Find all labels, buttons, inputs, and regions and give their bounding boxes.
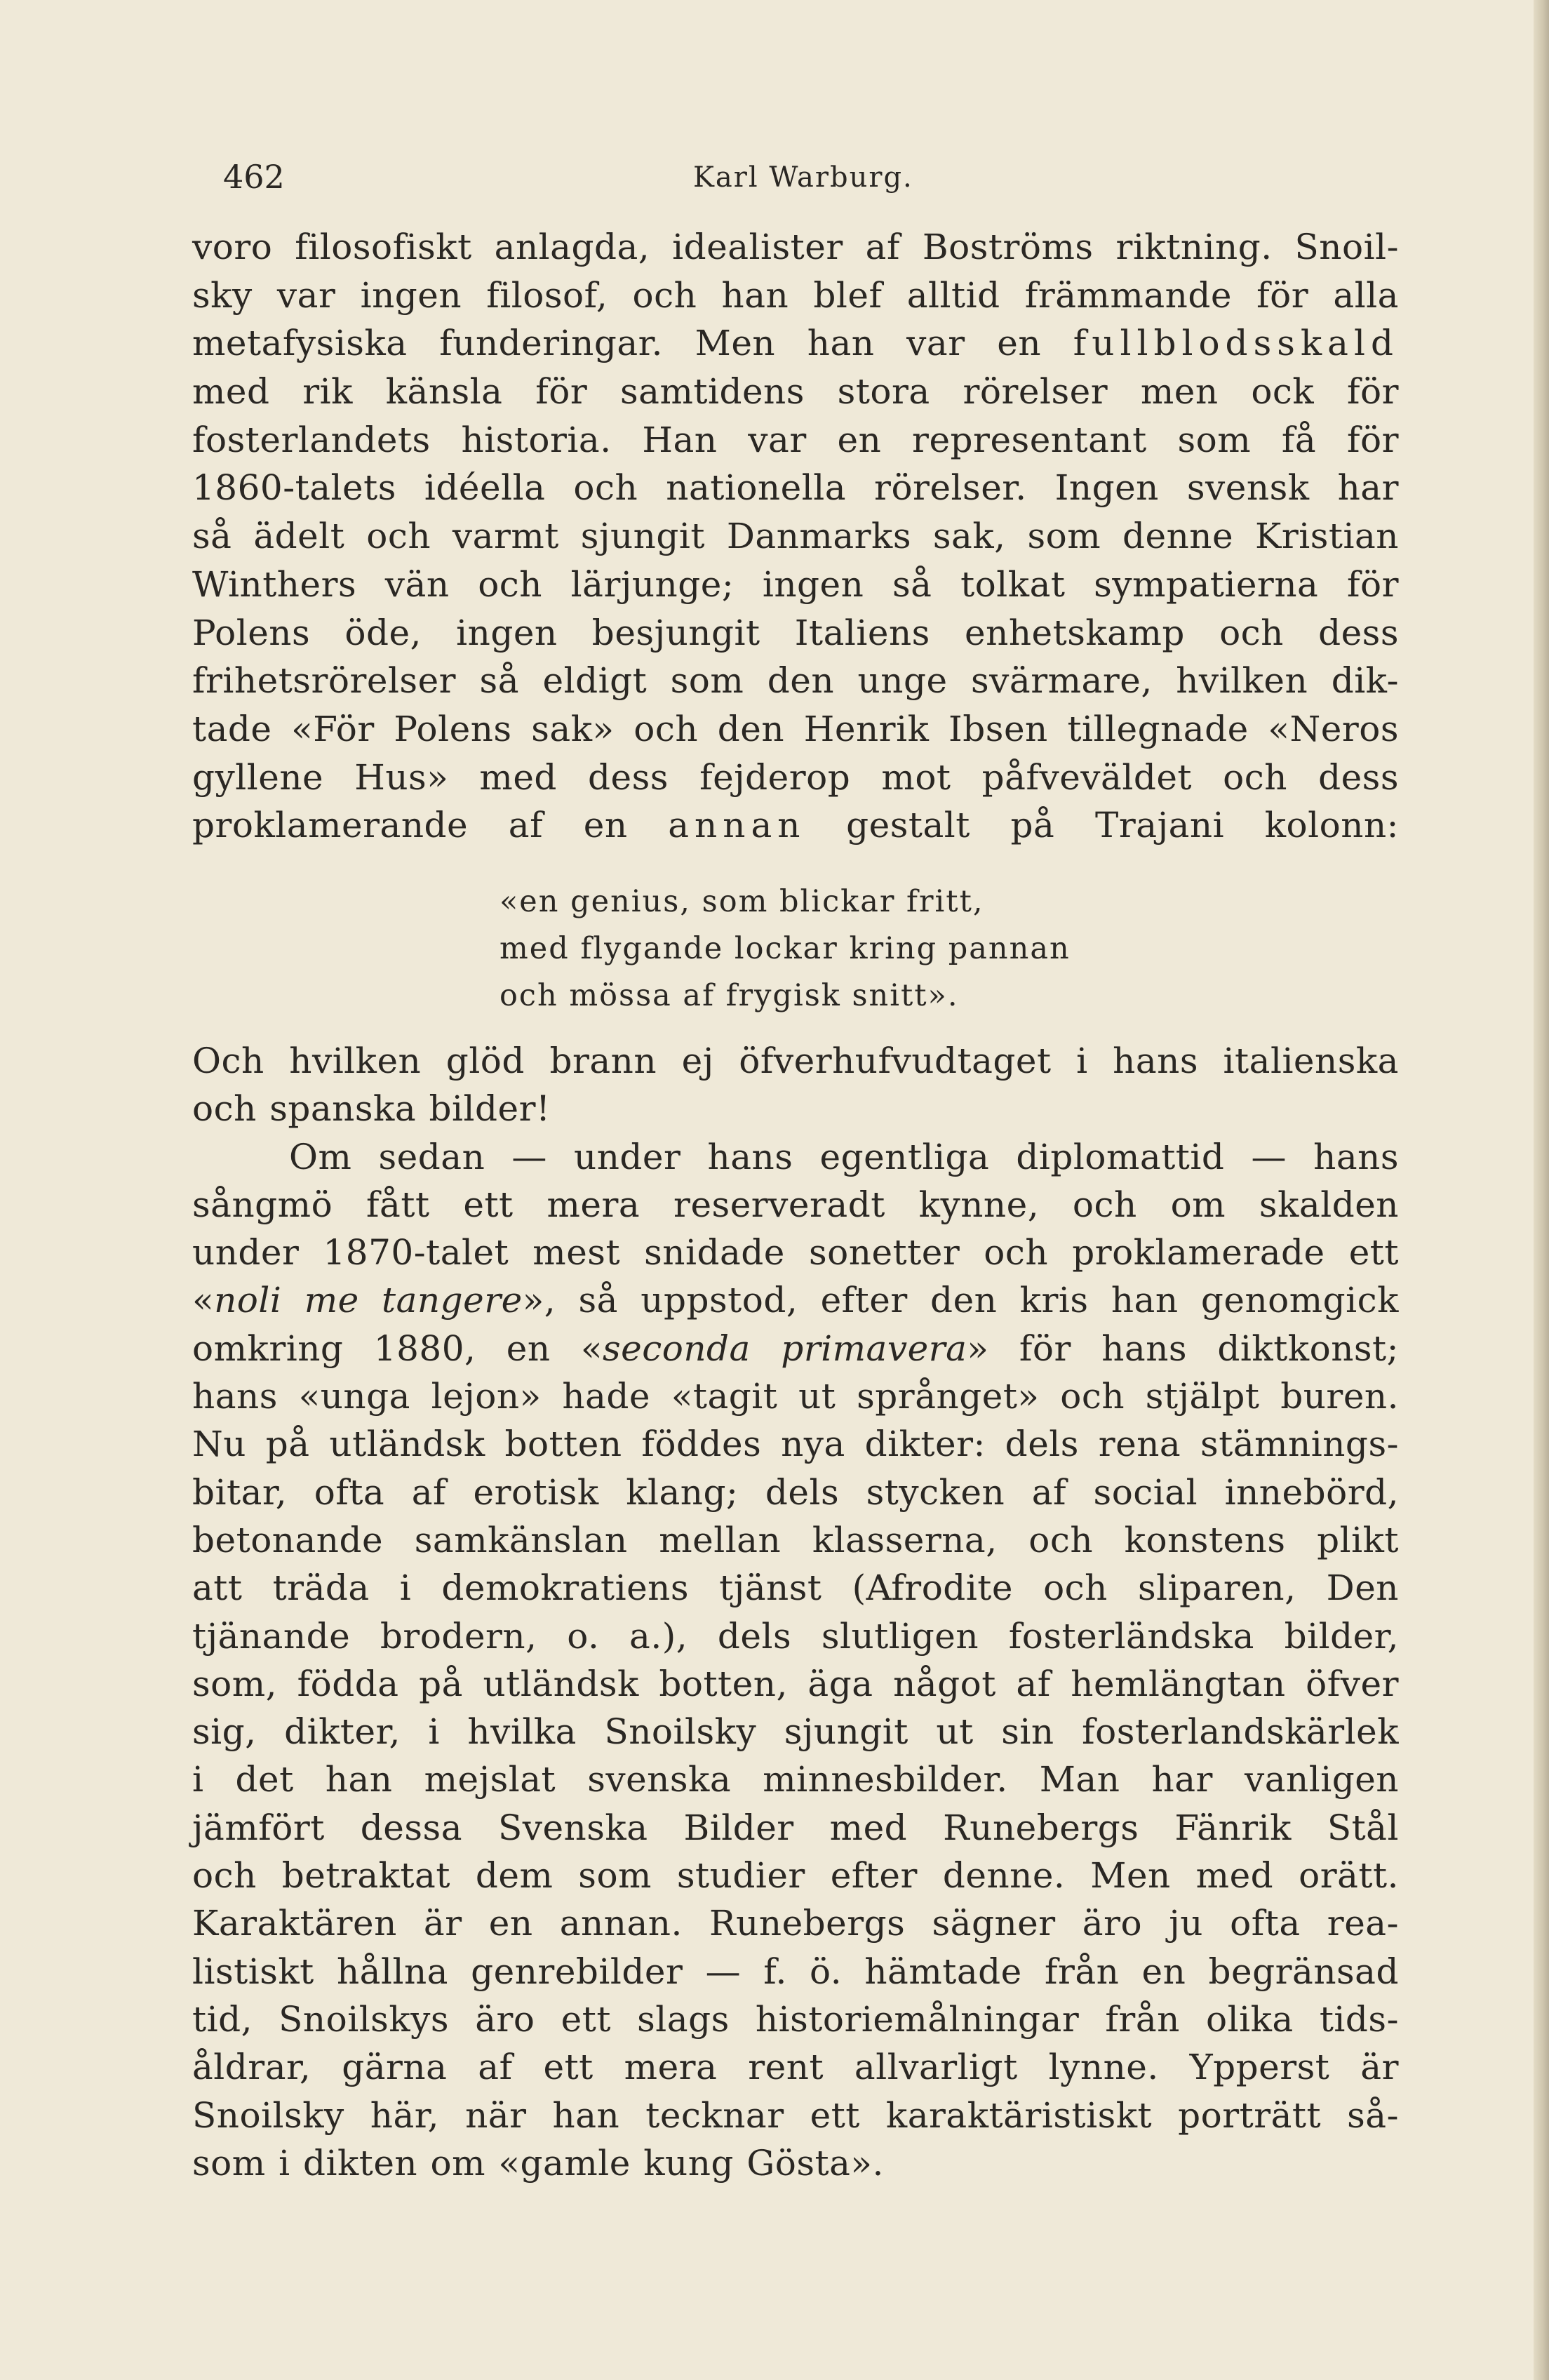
text-line: Winthers vän och lärjunge; ingen så tolkat sympatierna för	[192, 563, 1399, 605]
paragraph-2-3	[192, 1037, 1399, 2187]
text-line: och spanska bilder!	[192, 1088, 551, 1130]
text-line: fosterlandets historia. Han var en representant som få för	[192, 419, 1399, 460]
text-line: sky var ingen filosof, och han blef alltid främmande för alla	[192, 274, 1399, 316]
verse-quote	[499, 878, 1201, 1019]
text-line: Nu på utländsk botten föddes nya dikter: dels rena stämnings-	[192, 1424, 1399, 1465]
text-line: Och hvilken glöd brann ej öfverhufvudtaget i hans italienska	[192, 1041, 1399, 1081]
verse-line: och mössa af frygisk snitt».	[499, 978, 959, 1013]
spaced-word: annan	[668, 805, 806, 846]
text-line: i det han mejslat svenska minnesbilder. Man har vanligen	[192, 1759, 1399, 1800]
running-head: Karl Warburg.	[693, 161, 913, 194]
text-line: jämfört dessa Svenska Bilder med Runebergs Fänrik Stål	[192, 1807, 1399, 1848]
text-line: sångmö fått ett mera reserveradt kynne, och om skalden	[192, 1184, 1399, 1225]
text-span: », så uppstod, efter den kris han genomgick	[522, 1280, 1399, 1321]
text-line	[192, 801, 1399, 850]
text-span: » för hans diktkonst;	[967, 1328, 1399, 1369]
text-line: tjänande brodern, o. a.), dels slutligen fosterländska bilder,	[192, 1615, 1399, 1657]
text-line: bitar, ofta af erotisk klang; dels stycken af social innebörd,	[192, 1471, 1399, 1513]
text-line: så ädelt och varmt sjungit Danmarks sak, som denne Kristian	[192, 516, 1399, 557]
text-line: hans «unga lejon» hade «tagit ut språnget» och stjälpt buren.	[192, 1376, 1399, 1417]
text-line: som i dikten om «gamle kung Gösta».	[192, 2142, 884, 2184]
text-line: åldrar, gärna af ett mera rent allvarligt lynne. Ypperst är	[192, 2047, 1399, 2088]
page-number: 462	[223, 158, 285, 196]
text-line	[192, 1276, 1399, 1324]
text-line: att träda i demokratiens tjänst (Afrodite och sliparen, Den	[192, 1567, 1399, 1609]
text-span: metafysiska funderingar. Men han var en	[192, 323, 1073, 364]
text-line: sig, dikter, i hvilka Snoilsky sjungit ut sin fosterlandskärlek	[192, 1711, 1399, 1753]
text-span: proklamerande af en	[192, 805, 669, 846]
text-line: voro filosofiskt anlagda, idealister af Boströms riktning. Snoil-	[192, 227, 1399, 267]
text-line: och betraktat dem som studier efter denne. Men med orätt.	[192, 1855, 1399, 1897]
text-line: som, födda på utländsk botten, äga något af hemlängtan öfver	[192, 1663, 1399, 1704]
text-line: betonande samkänslan mellan klasserna, och konstens plikt	[192, 1519, 1399, 1560]
text-line	[192, 1325, 1399, 1372]
text-line: listiskt hållna genrebilder — f. ö. hämtade från en begränsad	[192, 1951, 1399, 1992]
paragraph-1	[192, 223, 1399, 850]
text-line: 1860-talets idéella och nationella rörelser. Ingen svensk har	[192, 467, 1399, 509]
verse-line: med flygande lockar kring pannan	[499, 931, 1071, 966]
text-line: gyllene Hus» med dess fejderop mot påfveväldet och dess	[192, 756, 1399, 798]
text-line: frihetsrörelser så eldigt som den unge svärmare, hvilken dik-	[192, 660, 1399, 702]
text-line: tid, Snoilskys äro ett slags historiemålningar från olika tids-	[192, 1998, 1399, 2040]
text-line: Polens öde, ingen besjungit Italiens enhetskamp och dess	[192, 612, 1399, 653]
text-span: omkring 1880, en «	[192, 1328, 603, 1369]
italic-phrase: seconda primavera	[602, 1328, 967, 1369]
text-line: Om sedan — under hans egentliga diplomattid — hans	[289, 1136, 1399, 1177]
text-line: under 1870-talet mest snidade sonetter och proklamerade ett	[192, 1232, 1399, 1273]
italic-phrase: noli me tangere	[214, 1280, 523, 1321]
page-edge-shadow	[1534, 0, 1549, 2380]
text-span: gestalt på Trajani kolonn:	[805, 805, 1399, 846]
spaced-word: fullblodsskald	[1073, 323, 1399, 364]
page-header	[223, 144, 1388, 200]
text-line: med rik känsla för samtidens stora rörelser men ock för	[192, 371, 1399, 413]
text-line: Karaktären är en annan. Runebergs sägner äro ju ofta rea-	[192, 1903, 1399, 1944]
text-span: «	[192, 1280, 215, 1321]
text-line	[192, 319, 1399, 368]
verse-line: «en genius, som blickar fritt,	[499, 884, 984, 919]
text-line: Snoilsky här, när han tecknar ett karaktäristiskt porträtt så-	[192, 2094, 1399, 2136]
text-line: tade «För Polens sak» och den Henrik Ibsen tillegnade «Neros	[192, 708, 1399, 749]
